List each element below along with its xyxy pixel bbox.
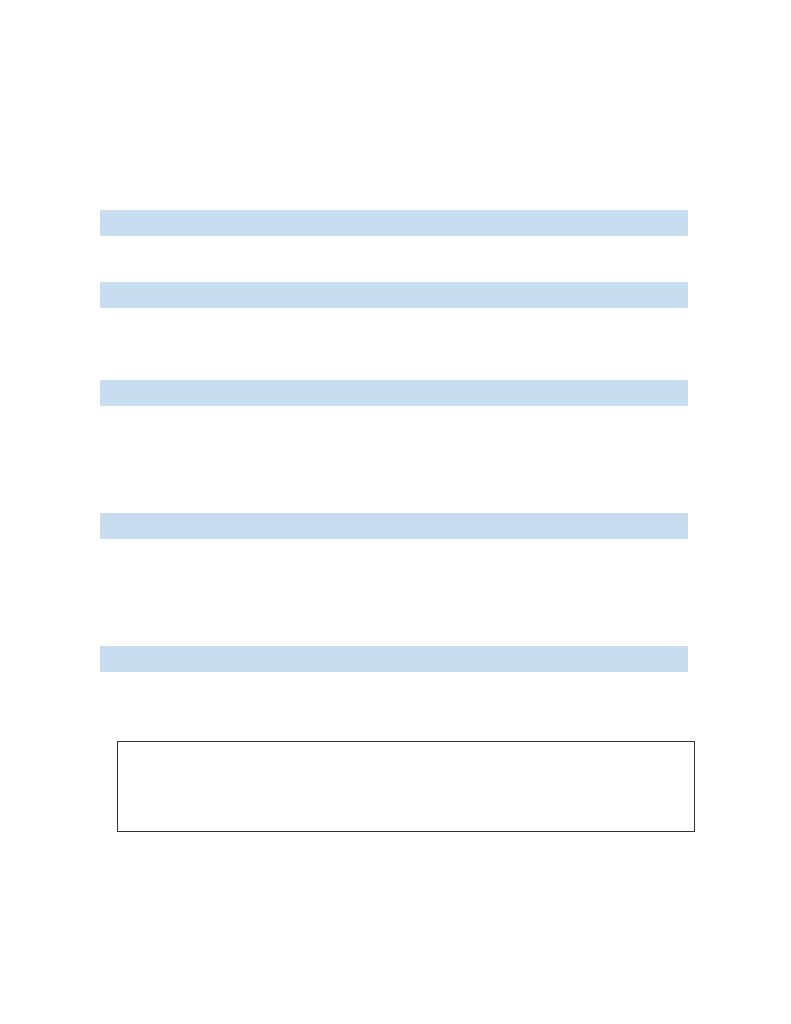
thursday-heading-bar (100, 513, 688, 539)
class-colors-box (117, 741, 695, 832)
tuesday-heading-bar (100, 282, 688, 308)
date-grades-line (100, 162, 690, 191)
wednesday-heading-bar (100, 380, 688, 406)
monday-heading-bar (100, 210, 688, 236)
friday-heading-bar (100, 646, 688, 672)
